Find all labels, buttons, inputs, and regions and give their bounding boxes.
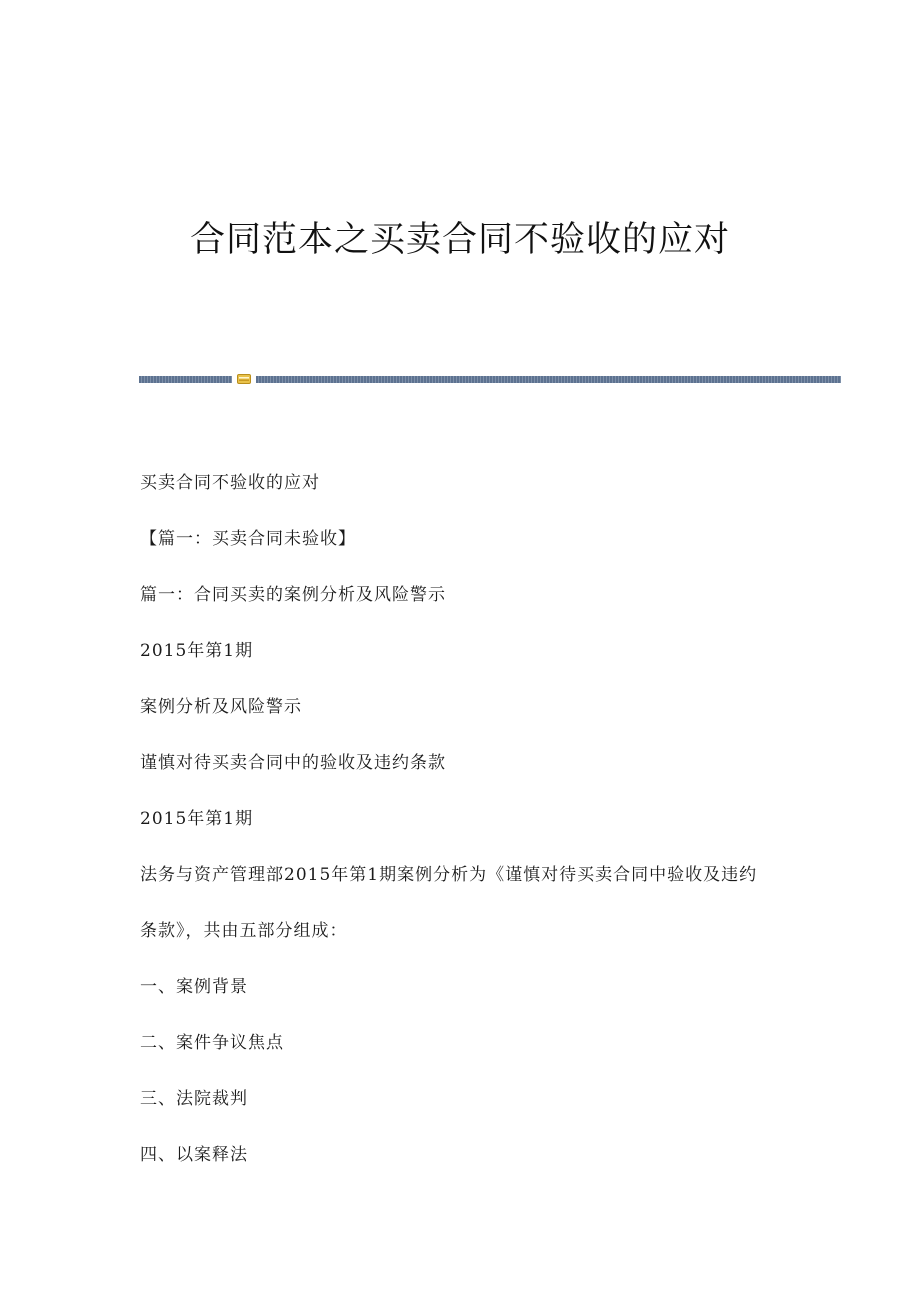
body-line: 【篇一：买卖合同未验收】 xyxy=(140,529,356,549)
body-line: 谨慎对待买卖合同中的验收及违约条款 xyxy=(140,753,446,773)
page-title: 合同范本之买卖合同不验收的应对 xyxy=(189,220,730,260)
body-line: 三、法院裁判 xyxy=(140,1089,248,1109)
body-line: 2015年第1期 xyxy=(140,809,254,829)
divider-bar-right xyxy=(256,376,841,383)
title-divider xyxy=(139,374,841,384)
body-line: 买卖合同不验收的应对 xyxy=(140,473,320,493)
body-line: 条款》，共由五部分组成： xyxy=(140,921,348,941)
body-line: 二、案件争议焦点 xyxy=(140,1033,284,1053)
body-line: 四、以案释法 xyxy=(140,1145,248,1165)
body-line: 法务与资产管理部2015年第1期案例分析为《谨慎对待买卖合同中验收及违约 xyxy=(140,865,758,885)
body-line: 一、案例背景 xyxy=(140,977,248,997)
body-line: 案例分析及风险警示 xyxy=(140,697,302,717)
body-line: 篇一：合同买卖的案例分析及风险警示 xyxy=(140,585,446,605)
divider-bar-left xyxy=(139,376,232,383)
body-line: 2015年第1期 xyxy=(140,641,254,661)
divider-ornament-icon xyxy=(237,374,251,384)
